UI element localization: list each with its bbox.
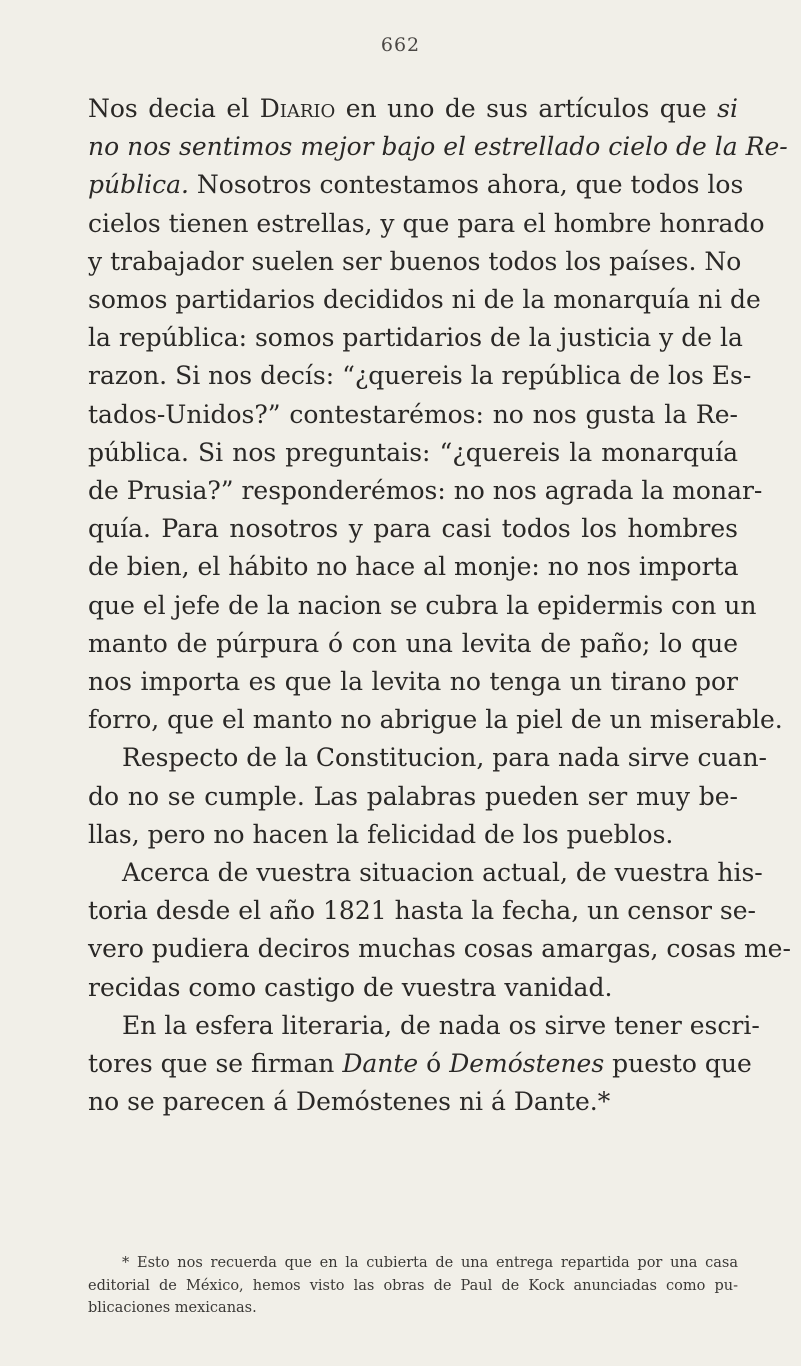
text-line: toria desde el año 1821 hasta la fecha, un censor se- bbox=[88, 896, 757, 926]
text-line: que el jefe de la nacion se cubra la epidermis con un bbox=[88, 590, 757, 620]
text-line: Respecto de la Constitucion, para nada sirve cuan- bbox=[122, 743, 767, 773]
text-line: pública. Nosotros contestamos ahora, que todos los bbox=[88, 170, 744, 200]
text-line: y trabajador suelen ser buenos todos los países. No bbox=[88, 246, 742, 276]
page-number: 662 bbox=[380, 34, 421, 56]
text-line: de bien, el hábito no hace al monje: no nos importa bbox=[88, 552, 739, 582]
text-line: recidas como castigo de vuestra vanidad. bbox=[88, 972, 613, 1002]
text-line: tores que se firman Dante ó Demóstenes puesto que bbox=[88, 1049, 752, 1079]
text-line: En la esfera literaria, de nada os sirve tener escri- bbox=[122, 1010, 760, 1040]
text-line: manto de púrpura ó con una levita de paño; lo que bbox=[88, 628, 738, 658]
text-line: nos importa es que la levita no tenga un tirano por bbox=[88, 667, 738, 697]
text-line: forro, que el manto no abrigue la piel de un miserable. bbox=[88, 705, 783, 735]
text-line: Acerca de vuestra situacion actual, de vuestra his- bbox=[122, 858, 763, 888]
footnote bbox=[88, 1252, 738, 1320]
text-line: no nos sentimos mejor bajo el estrellado cielo de la Re- bbox=[88, 132, 788, 162]
text-line: no se parecen á Demóstenes ni á Dante.* bbox=[88, 1087, 611, 1117]
text-line: vero pudiera deciros muchas cosas amargas, cosas me- bbox=[88, 934, 791, 964]
text-line: pública. Si nos preguntais: “¿quereis la monarquía bbox=[88, 437, 738, 467]
footnote-line: * Esto nos recuerda que en la cubierta de una entrega repartida por una casa bbox=[122, 1255, 738, 1271]
text-line: razon. Si nos decís: “¿quereis la república de los Es- bbox=[88, 361, 752, 391]
text-line: Nos decia el Diario en uno de sus artículos que si bbox=[88, 94, 738, 123]
text-line: do no se cumple. Las palabras pueden ser muy be- bbox=[88, 781, 738, 811]
text-line: tados-Unidos?” contestarémos: no nos gusta la Re- bbox=[88, 399, 738, 429]
text-line: la república: somos partidarios de la justicia y de la bbox=[88, 323, 743, 353]
body-text bbox=[88, 90, 791, 1121]
text-line: llas, pero no hacen la felicidad de los pueblos. bbox=[88, 819, 674, 849]
text-line: de Prusia?” responderémos: no nos agrada la monar- bbox=[88, 476, 763, 506]
footnote-line: editorial de México, hemos visto las obras de Paul de Kock anunciadas como pu- bbox=[88, 1277, 738, 1294]
text-line: quía. Para nosotros y para casi todos los hombres bbox=[88, 514, 738, 544]
text-line: cielos tienen estrellas, y que para el hombre honrado bbox=[88, 208, 765, 238]
footnote-line: blicaciones mexicanas. bbox=[88, 1300, 257, 1316]
text-line: somos partidarios decididos ni de la monarquía ni de bbox=[88, 285, 761, 315]
